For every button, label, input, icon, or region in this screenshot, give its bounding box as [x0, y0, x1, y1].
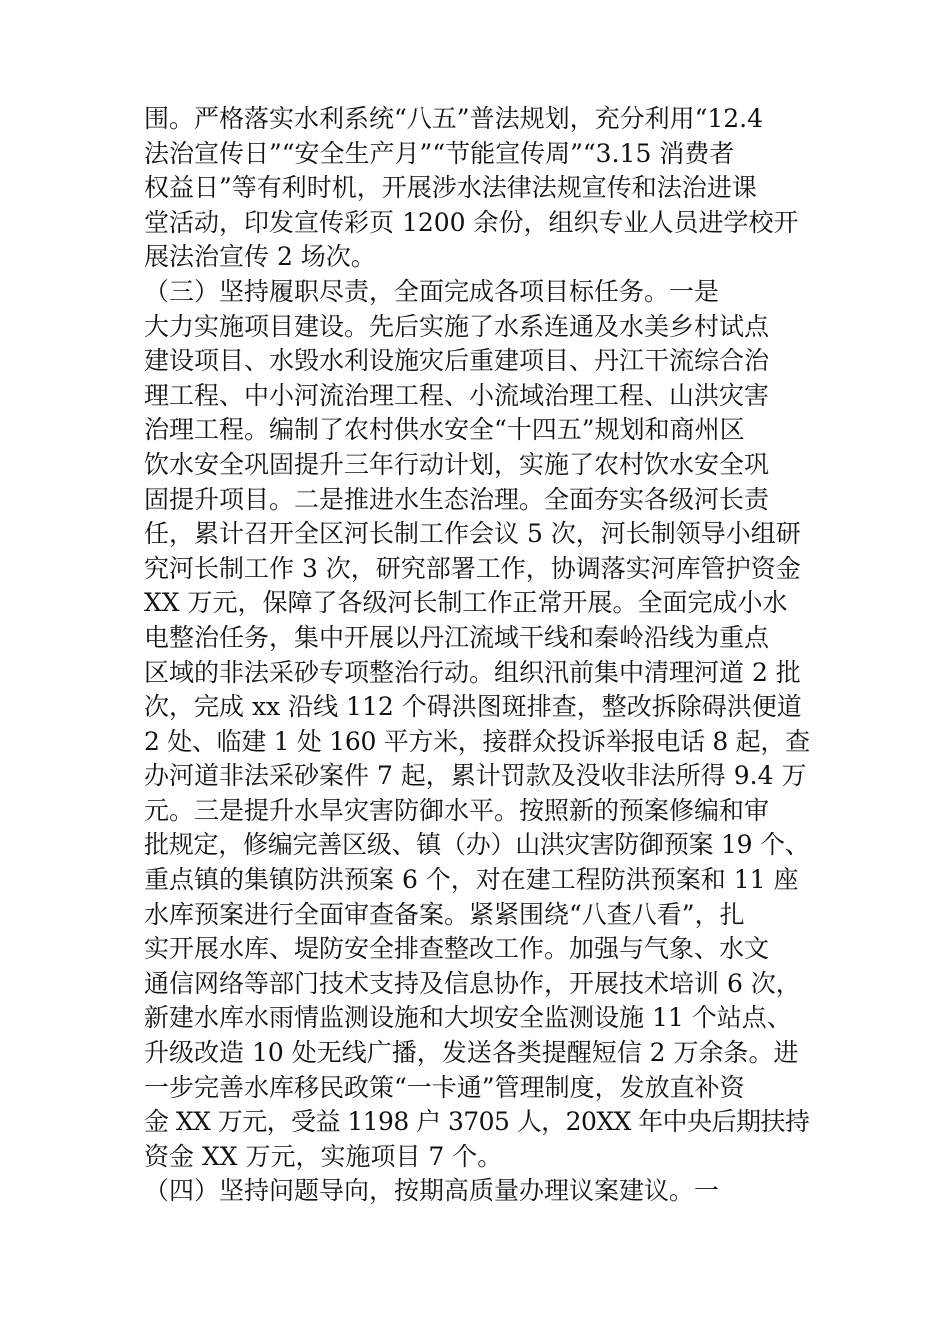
text-line: 水库预案进行全面审查备案。紧紧围绕“八查八看”，扎	[144, 899, 745, 929]
text-line: 区域的非法采砂专项整治行动。组织汛前集中清理河道 2 批	[144, 657, 801, 687]
text-line: 围。严格落实水利系统“八五”普法规划，充分利用“12.4	[144, 104, 764, 133]
text-line: 展法治宣传 2 场次。	[144, 242, 376, 272]
text-line: 新建水库水雨情监测设施和大坝安全监测设施 11 个站点、	[144, 1003, 792, 1033]
text-line: 实开展水库、堤防安全排查整改工作。加强与气象、水文	[144, 934, 770, 964]
text-line: 堂活动，印发宣传彩页 1200 余份，组织专业人员进学校开	[144, 207, 799, 237]
text-line: 电整治任务，集中开展以丹江流域干线和秦岭沿线为重点	[144, 622, 770, 652]
text-line: 一步完善水库移民政策“一卡通”管理制度，发放直补资	[144, 1072, 745, 1102]
text-line: 究河长制工作 3 次，研究部署工作，协调落实河库管护资金	[144, 553, 801, 583]
text-line: 理工程、中小河流治理工程、小流域治理工程、山洪灾害	[144, 380, 770, 410]
text-line: 建设项目、水毁水利设施灾后重建项目、丹江干流综合治	[144, 346, 770, 376]
text-line: 次，完成 xx 沿线 112 个碍洪图斑排查，整改拆除碍洪便道	[144, 692, 802, 722]
text-line: 批规定，修编完善区级、镇（办）山洪灾害防御预案 19 个、	[144, 830, 810, 860]
text-line: 任，累计召开全区河长制工作会议 5 次，河长制领导小组研	[144, 519, 801, 549]
text-line: 金 XX 万元，受益 1198 户 3705 人，20XX 年中央后期扶持	[144, 1107, 810, 1137]
text-line: 办河道非法采砂案件 7 起，累计罚款及没收非法所得 9.4 万	[144, 761, 807, 791]
text-line: 资金 XX 万元，实施项目 7 个。	[144, 1141, 503, 1171]
text-line: 权益日”等有利时机，开展涉水法律法规宣传和法治进课	[144, 173, 757, 203]
text-line: 大力实施项目建设。先后实施了水系连通及水美乡村试点	[144, 311, 770, 341]
text-line: XX 万元，保障了各级河长制工作正常开展。全面完成小水	[144, 588, 788, 618]
text-line: 升级改造 10 处无线广播，发送各类提醒短信 2 万余条。进	[144, 1038, 799, 1068]
body-text	[144, 102, 810, 1209]
text-line: （三）坚持履职尽责，全面完成各项目标任务。一是	[144, 276, 720, 306]
text-line: （四）坚持问题导向，按期高质量办理议案建议。一	[144, 1176, 720, 1206]
text-line: 治理工程。编制了农村供水安全“十四五”规划和商州区	[144, 415, 745, 445]
text-line: 饮水安全巩固提升三年行动计划，实施了农村饮水安全巩	[144, 449, 770, 479]
text-line: 固提升项目。二是推进水生态治理。全面夯实各级河长责	[144, 484, 770, 514]
text-line: 重点镇的集镇防洪预案 6 个，对在建工程防洪预案和 11 座	[144, 865, 799, 895]
text-line: 2 处、临建 1 处 160 平方米，接群众投诉举报电话 8 起，查	[144, 726, 810, 756]
text-line: 通信网络等部门技术支持及信息协作，开展技术培训 6 次，	[144, 968, 801, 998]
text-line: 元。三是提升水旱灾害防御水平。按照新的预案修编和审	[144, 795, 770, 825]
text-line: 法治宣传日”“安全生产月”“节能宣传周”“3.15 消费者	[144, 138, 735, 168]
